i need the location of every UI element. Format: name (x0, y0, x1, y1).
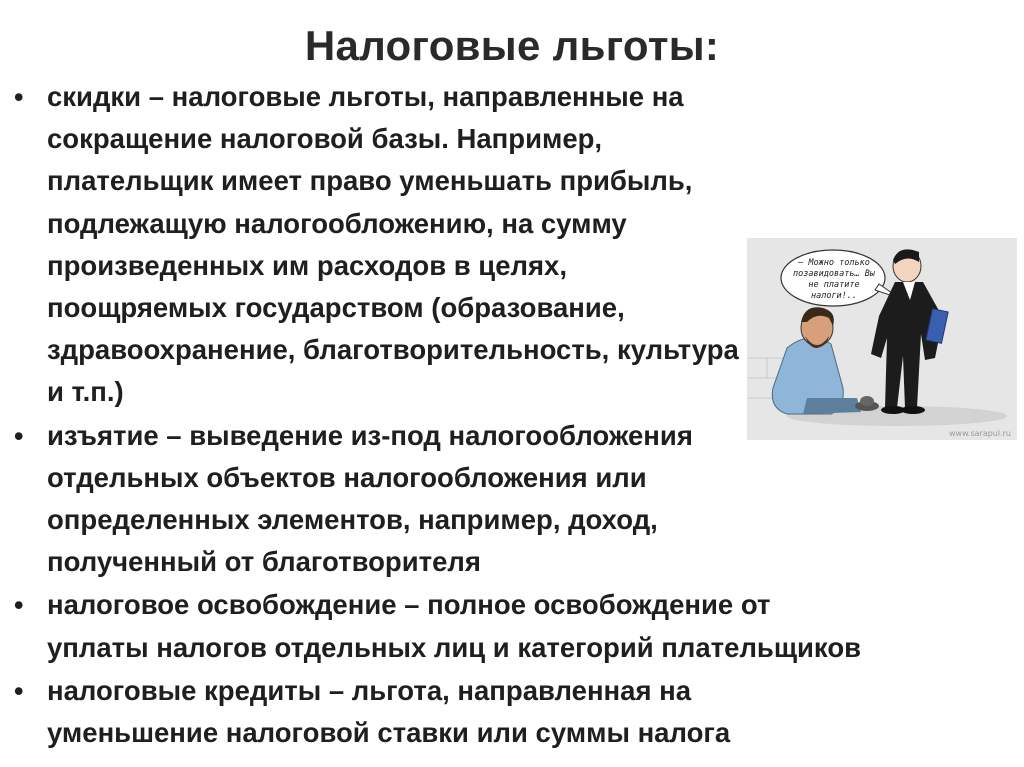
slide-title: Налоговые льготы: (304, 22, 720, 69)
bullet-marker: • (14, 82, 24, 112)
bullet-text: скидки – налоговые льготы, направленные на сокращение налоговой базы. Например, плательщик имеет право уменьшать прибыль, подлежащую налогообложению, на сумму произведенных им расходов в целях, поощряемых государством (образование, здравоохранение, благотворительность, культура и т.п.) (47, 81, 739, 408)
cartoon-illustration (747, 238, 1017, 440)
bullet-marker: • (14, 420, 24, 451)
bullet-text: изъятие – выведение из-под налогообложения отдельных объектов налогообложения или определенных элементов, например, доход, полученный от благотворителя (47, 419, 693, 578)
bullet-item-tax-release (14, 584, 1014, 668)
bullet-text: налоговые кредиты – льгота, направленная на уменьшение налоговой ставки или суммы налога (47, 674, 731, 749)
watermark-text: www.sarapul.ru (949, 429, 1011, 438)
bullet-marker: • (14, 590, 24, 621)
bullet-marker: • (14, 675, 24, 706)
bullet-text: налоговое освобождение – полное освобождение от уплаты налогов отдельных лиц и категорий плательщиков (47, 589, 862, 663)
bullet-item-tax-credits (14, 670, 1014, 754)
speech-bubble-text: – Можно только позавидовать… Вы не платите налоги!.. (793, 258, 875, 301)
